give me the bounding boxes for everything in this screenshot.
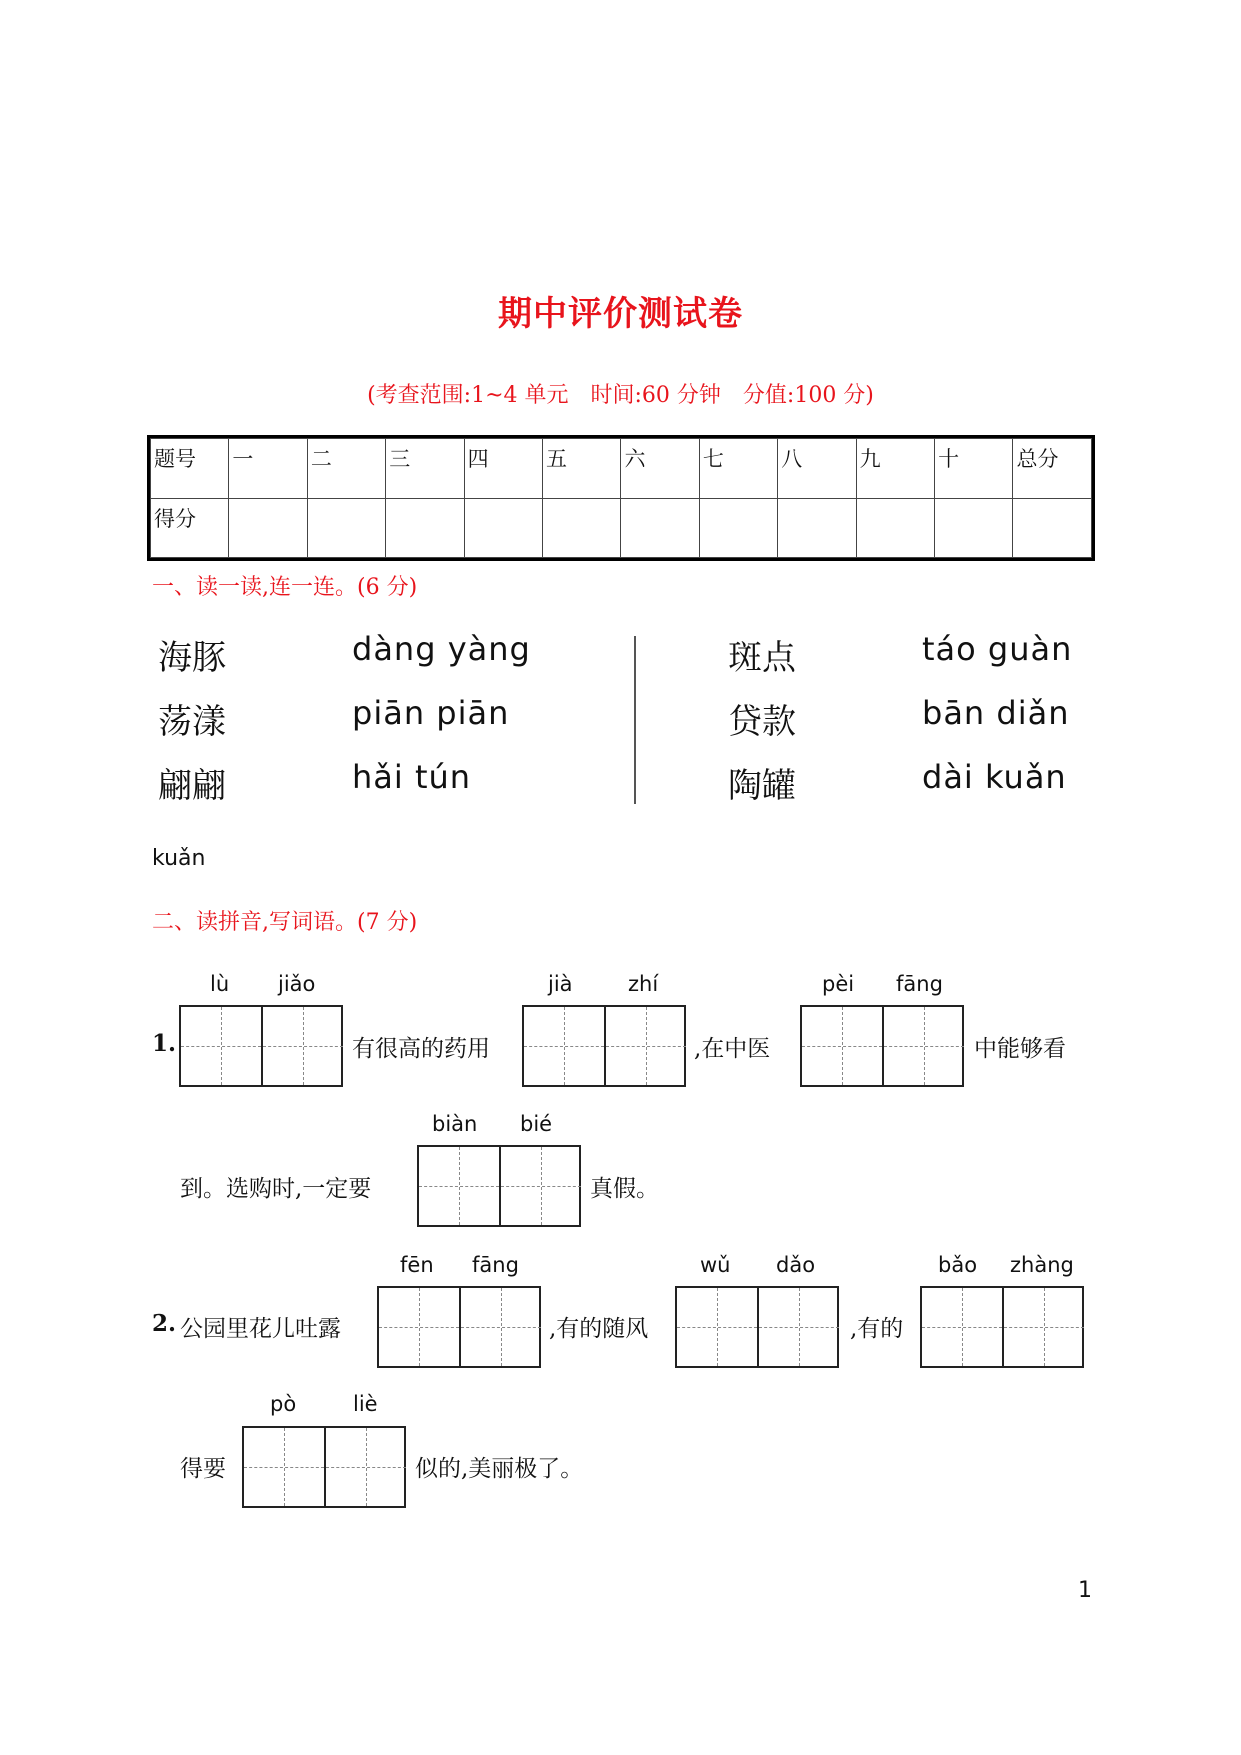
table-cell: 八 [778, 439, 856, 499]
stray-pinyin: kuǎn [152, 846, 206, 871]
pinyin-label: jiǎo [278, 972, 316, 996]
table-cell: 五 [543, 439, 621, 499]
page-number: 1 [1078, 1578, 1092, 1603]
pinyin-label: wǔ [700, 1253, 731, 1277]
pinyin-label: biàn [432, 1112, 478, 1136]
match-pinyin[interactable]: bān diǎn [922, 694, 1070, 732]
table-cell: 得分 [151, 498, 229, 558]
sentence-text: 得要 [180, 1456, 226, 1482]
section-2-heading: 二、读拼音,写词语。(7 分) [152, 910, 418, 935]
match-pinyin[interactable]: táo guàn [922, 630, 1073, 668]
match-pinyin[interactable]: hǎi tún [352, 758, 472, 796]
table-cell: 总分 [1013, 439, 1092, 499]
writing-grid[interactable] [522, 1005, 686, 1087]
writing-grid[interactable] [920, 1286, 1084, 1368]
sentence-text: 真假。 [590, 1176, 659, 1202]
writing-grid[interactable] [675, 1286, 839, 1368]
score-cell[interactable] [699, 498, 777, 558]
sentence-text: 似的,美丽极了。 [415, 1456, 584, 1482]
sentence-text: ,有的 [850, 1316, 904, 1342]
pinyin-label: bǎo [938, 1253, 978, 1277]
pinyin-label: fāng [896, 972, 943, 996]
match-word[interactable]: 海豚 [158, 638, 226, 678]
score-table [147, 435, 1095, 561]
score-cell[interactable] [543, 498, 621, 558]
pinyin-label: liè [353, 1392, 378, 1416]
question-number: 1. [152, 1030, 177, 1057]
score-table-header-row [151, 439, 1092, 499]
pinyin-label: fēn [400, 1253, 434, 1277]
score-cell[interactable] [386, 498, 464, 558]
score-cell[interactable] [621, 498, 699, 558]
sentence-text: 到。选购时,一定要 [180, 1176, 372, 1202]
pinyin-label: dǎo [776, 1253, 816, 1277]
exam-info: (考查范围:1~4 单元 时间:60 分钟 分值:100 分) [367, 383, 874, 408]
pinyin-label: jià [548, 972, 573, 996]
table-cell: 九 [856, 439, 934, 499]
match-word[interactable]: 翩翩 [158, 766, 226, 806]
score-cell[interactable] [856, 498, 934, 558]
score-table-score-row [151, 498, 1092, 558]
writing-grid[interactable] [417, 1145, 581, 1227]
sentence-text: 公园里花儿吐露 [180, 1316, 341, 1342]
match-pinyin[interactable]: dàng yàng [352, 630, 531, 668]
match-word[interactable]: 陶罐 [728, 766, 796, 806]
pinyin-label: pò [270, 1392, 297, 1416]
match-word[interactable]: 斑点 [728, 638, 796, 678]
section-1-heading: 一、读一读,连一连。(6 分) [152, 575, 418, 600]
score-cell[interactable] [229, 498, 307, 558]
column-divider [634, 636, 636, 804]
writing-grid[interactable] [377, 1286, 541, 1368]
table-cell: 十 [935, 439, 1013, 499]
pinyin-label: lù [210, 972, 230, 996]
sentence-text: ,在中医 [694, 1036, 771, 1062]
table-cell: 七 [699, 439, 777, 499]
pinyin-label: zhí [628, 972, 659, 996]
score-cell[interactable] [935, 498, 1013, 558]
match-word[interactable]: 荡漾 [158, 702, 226, 742]
pinyin-label: zhàng [1010, 1253, 1074, 1277]
score-cell[interactable] [307, 498, 385, 558]
writing-grid[interactable] [242, 1426, 406, 1508]
page-title: 期中评价测试卷 [498, 294, 743, 334]
match-pinyin[interactable]: piān piān [352, 694, 510, 732]
sentence-text: 有很高的药用 [352, 1036, 490, 1062]
table-cell: 六 [621, 439, 699, 499]
match-word[interactable]: 贷款 [728, 702, 796, 742]
table-cell: 二 [307, 439, 385, 499]
pinyin-label: bié [520, 1112, 553, 1136]
score-cell[interactable] [464, 498, 542, 558]
writing-grid[interactable] [800, 1005, 964, 1087]
pinyin-label: fāng [472, 1253, 519, 1277]
sentence-text: ,有的随风 [549, 1316, 649, 1342]
match-pinyin[interactable]: dài kuǎn [922, 758, 1067, 796]
sentence-text: 中能够看 [974, 1036, 1066, 1062]
score-cell[interactable] [1013, 498, 1092, 558]
score-cell[interactable] [778, 498, 856, 558]
question-number: 2. [152, 1310, 177, 1337]
table-cell: 一 [229, 439, 307, 499]
table-cell: 题号 [151, 439, 229, 499]
pinyin-label: pèi [822, 972, 855, 996]
writing-grid[interactable] [179, 1005, 343, 1087]
table-cell: 四 [464, 439, 542, 499]
table-cell: 三 [386, 439, 464, 499]
